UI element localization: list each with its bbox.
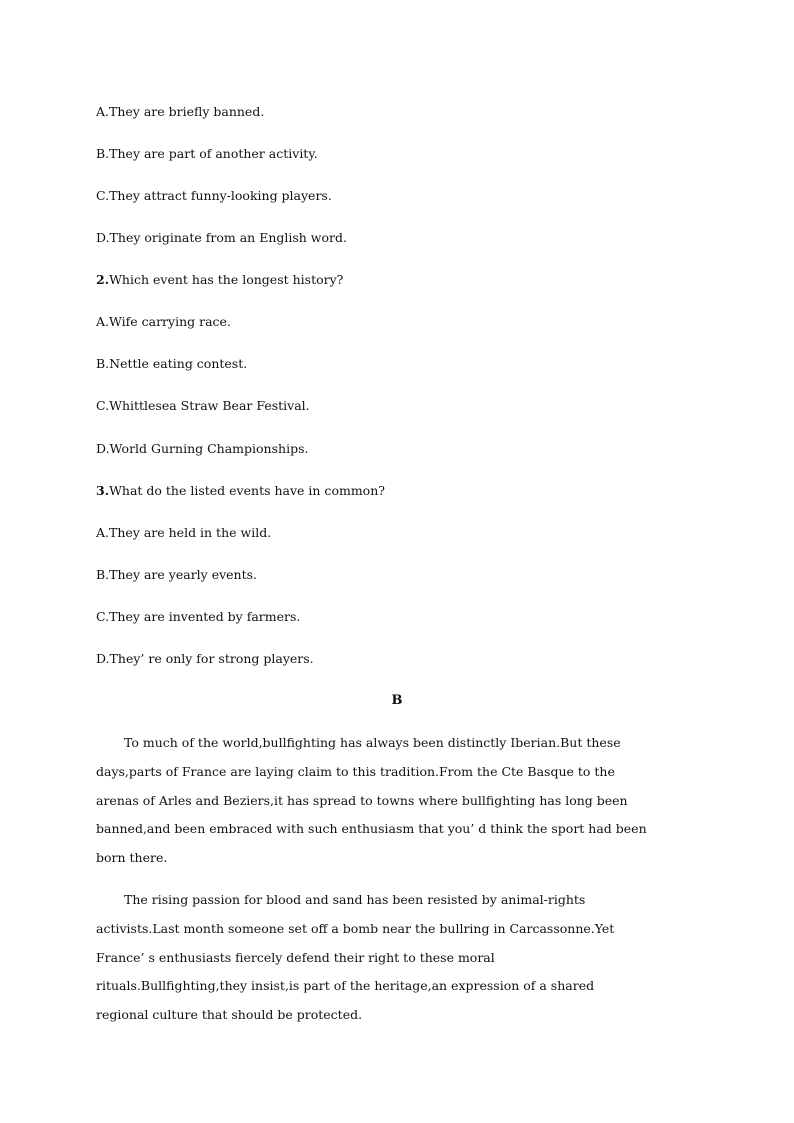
paragraph-line: born there. <box>96 850 168 866</box>
q2-text: Which event has the longest history? <box>109 272 344 287</box>
q2-option-d: D.World Gurning Championships. <box>96 441 309 456</box>
q2-option-a: A.Wife carrying race. <box>96 314 231 329</box>
paragraph-line: banned,and been embraced with such enthusiasm that you’ d think the sport had been <box>96 821 647 837</box>
paragraph-2 <box>96 886 676 1030</box>
q2-option-b: B.Nettle eating contest. <box>96 356 248 371</box>
q3-text: What do the listed events have in common? <box>109 483 385 498</box>
paragraph-line <box>96 729 676 758</box>
line-text: The rising passion for blood and sand has been resisted by animal-rights <box>124 892 586 907</box>
q1-option-c: C.They attract funny-looking players. <box>96 188 332 203</box>
q3-question <box>96 483 385 499</box>
paragraph-line: France’ s enthusiasts fiercely defend their right to these moral <box>96 949 495 965</box>
line-text: To much of the world,bullfighting has always been distinctly Iberian.But these <box>124 735 621 750</box>
paragraph-line: regional culture that should be protected. <box>96 1007 363 1023</box>
paragraph-line: days,parts of France are laying claim to this tradition.From the Cte Basque to the <box>96 763 615 779</box>
q1-option-d: D.They originate from an English word. <box>96 230 347 245</box>
q3-option-a: A.They are held in the wild. <box>96 525 272 540</box>
q2-question <box>96 272 343 288</box>
q3-number: 3. <box>96 483 110 498</box>
q1-option-a: A.They are briefly banned. <box>96 104 265 119</box>
paragraph-1 <box>96 729 676 873</box>
q2-number: 2. <box>96 272 110 287</box>
paragraph-line: activists.Last month someone set off a bomb near the bullring in Carcassonne.Yet <box>96 920 615 936</box>
paragraph-line: arenas of Arles and Beziers,it has spread to towns where bullfighting has long been <box>96 792 628 808</box>
q3-option-b: B.They are yearly events. <box>96 567 258 582</box>
paragraph-line: rituals.Bullfighting,they insist,is part of the heritage,an expression of a shared <box>96 978 595 994</box>
q1-option-b: B.They are part of another activity. <box>96 146 318 161</box>
q2-option-c: C.Whittlesea Straw Bear Festival. <box>96 398 310 413</box>
paragraph-line <box>96 886 676 915</box>
q3-option-d: D.They’ re only for strong players. <box>96 651 314 666</box>
q3-option-c: C.They are invented by farmers. <box>96 609 301 624</box>
section-heading: B <box>391 693 403 708</box>
